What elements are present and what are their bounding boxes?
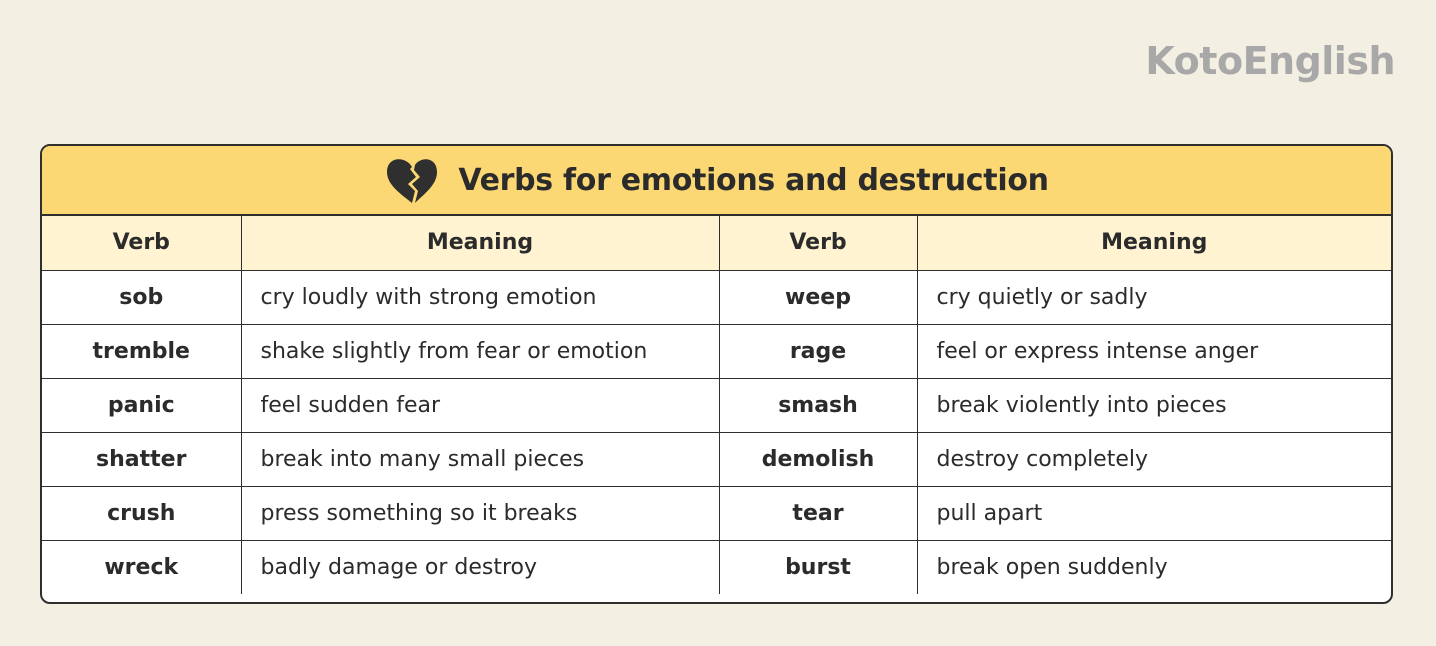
verb-cell: shatter [42, 432, 241, 486]
verb-cell: demolish [719, 432, 917, 486]
table-title: Verbs for emotions and destruction [458, 162, 1049, 198]
meaning-cell: destroy completely [917, 432, 1391, 486]
koto-english-logo: KotoEnglish [1145, 39, 1395, 83]
verb-cell: wreck [42, 540, 241, 594]
table-row [42, 324, 1391, 378]
verb-cell: tremble [42, 324, 241, 378]
header-verb-right: Verb [719, 216, 917, 270]
meaning-cell: badly damage or destroy [241, 540, 719, 594]
table-row [42, 378, 1391, 432]
meaning-cell: shake slightly from fear or emotion [241, 324, 719, 378]
header-meaning-left: Meaning [241, 216, 719, 270]
verb-cell: sob [42, 270, 241, 324]
meaning-cell: pull apart [917, 486, 1391, 540]
header-row [42, 216, 1391, 270]
meaning-cell: cry loudly with strong emotion [241, 270, 719, 324]
table-row [42, 432, 1391, 486]
meaning-cell: break open suddenly [936, 554, 1168, 580]
table-title-bar [42, 146, 1391, 216]
meaning-cell: cry quietly or sadly [917, 270, 1391, 324]
meaning-cell: break into many small pieces [241, 432, 719, 486]
meaning-cell: press something so it breaks [241, 486, 719, 540]
verb-cell: weep [719, 270, 917, 324]
verb-cell: rage [719, 324, 917, 378]
table-row [42, 540, 1391, 594]
meaning-cell: feel sudden fear [241, 378, 719, 432]
vocabulary-table-card [40, 144, 1393, 604]
meaning-cell: feel or express intense anger [917, 324, 1391, 378]
broken-heart-icon [384, 155, 440, 205]
verb-cell: panic [42, 378, 241, 432]
header-verb-left: Verb [42, 216, 241, 270]
verbs-table [42, 216, 1391, 594]
meaning-cell: break violently into pieces [917, 378, 1391, 432]
verb-cell: burst [719, 540, 917, 594]
verb-cell: tear [719, 486, 917, 540]
header-meaning-right: Meaning [917, 216, 1391, 270]
table-row [42, 270, 1391, 324]
verb-cell: smash [719, 378, 917, 432]
table-row [42, 486, 1391, 540]
verb-cell: crush [42, 486, 241, 540]
